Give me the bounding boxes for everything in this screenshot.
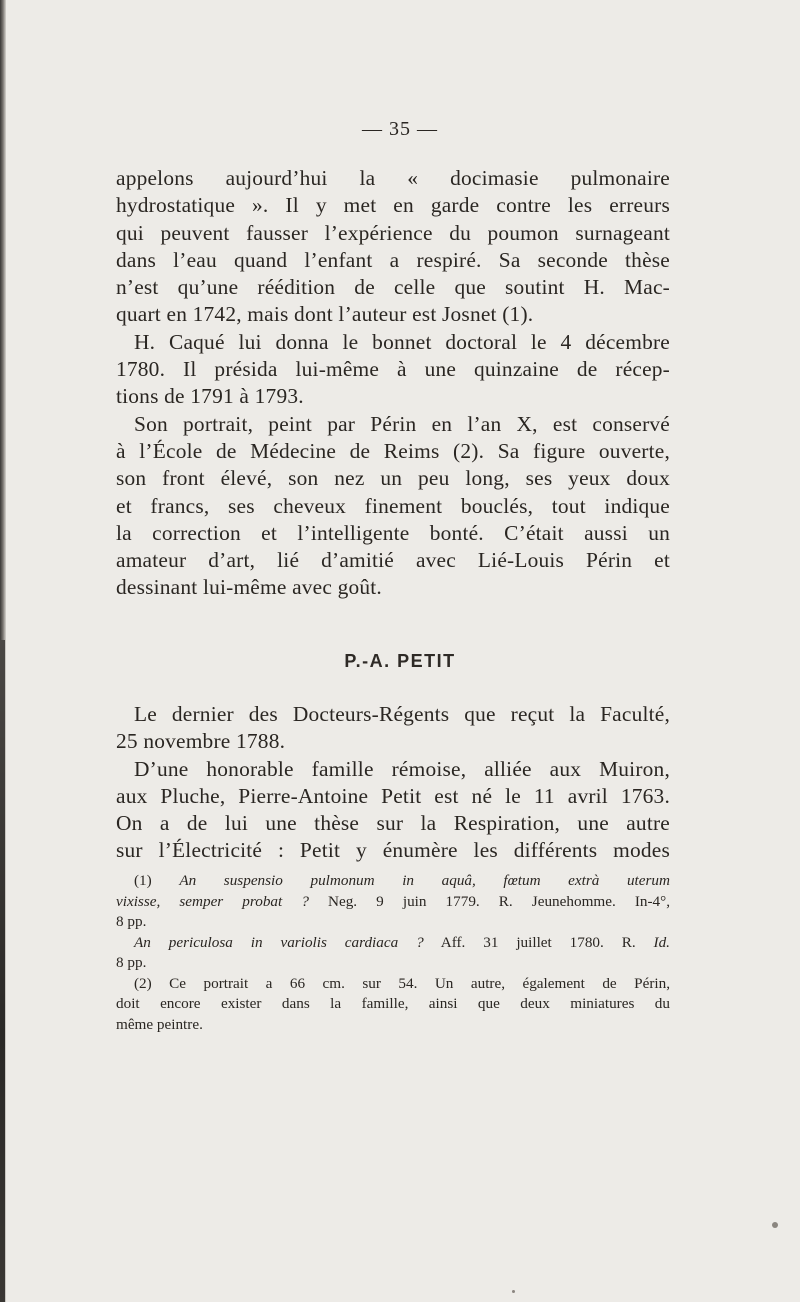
- text-line: dans l’eau quand l’enfant a respiré. Sa seconde thèse: [116, 247, 670, 272]
- footnote-text: vixisse, semper probat ?: [116, 892, 309, 910]
- footnote-2-line: doit encore exister dans la famille, ainsi que deux miniatures du: [116, 995, 670, 1012]
- footnote-1b-line: [116, 933, 670, 954]
- footnote-2-line: même peintre.: [116, 1015, 203, 1033]
- text-line: n’est qu’une réédition de celle que soutint H. Mac-: [116, 275, 670, 300]
- text-line: quart en 1742, mais dont l’auteur est Josnet (1).: [116, 302, 534, 327]
- text-line: sur l’Électricité : Petit y énumère les différents modes: [116, 838, 670, 863]
- text-line: hydrostatique ». Il y met en garde contre les erreurs: [116, 193, 670, 218]
- text-line: la correction et l’intelligente bonté. C’était aussi un: [116, 520, 670, 545]
- footnote-text: An suspensio pulmonum in aquâ, fœtum extrà uterum: [179, 872, 670, 889]
- text-line: à l’École de Médecine de Reims (2). Sa figure ouverte,: [116, 438, 670, 463]
- text-line: et francs, ses cheveux finement bouclés, tout indique: [116, 493, 670, 518]
- footnote-text: Id.: [653, 933, 670, 951]
- page-number: — 35 —: [362, 118, 438, 140]
- text-line: Le dernier des Docteurs-Régents que reçut la Faculté,: [134, 702, 670, 726]
- binding-shadow: [0, 640, 5, 1302]
- paragraph-portrait: [116, 411, 670, 602]
- footnote-text: An periculosa in variolis cardiaca ?: [134, 933, 424, 951]
- text-line: dessinant lui-même avec goût.: [116, 575, 382, 600]
- text-line: 1780. Il présida lui-même à une quinzaine de récep-: [116, 357, 670, 382]
- footnote-marker: (1): [134, 872, 152, 889]
- text-line: appelons aujourd’hui la « docimasie pulmonaire: [116, 166, 670, 190]
- scan-speck: [772, 1222, 778, 1228]
- paragraph-docimasie: [116, 165, 670, 329]
- scan-speck: [512, 1290, 515, 1293]
- footnote-text: Aff. 31 juillet 1780. R.: [423, 933, 654, 951]
- text-line: On a de lui une thèse sur la Respiration, une autre: [116, 811, 670, 836]
- footnote-1-line: 8 pp.: [116, 913, 147, 930]
- paragraph-famille: [116, 756, 670, 865]
- paragraph-caque: [116, 329, 670, 411]
- text-line: D’une honorable famille rémoise, alliée aux Muiron,: [134, 756, 670, 781]
- section-heading: P.-A. PETIT: [344, 651, 456, 671]
- text-line: 25 novembre 1788.: [116, 729, 286, 754]
- footnote-1b-line: 8 pp.: [116, 954, 147, 971]
- body-text-upper: [116, 165, 670, 602]
- body-text-lower: [116, 701, 670, 865]
- footnote-1-line: [116, 871, 670, 892]
- footnote-2-line: (2) Ce portrait a 66 cm. sur 54. Un autre, également de Périn,: [134, 974, 670, 992]
- text-line: amateur d’art, lié d’amitié avec Lié-Louis Périn et: [116, 548, 670, 573]
- text-line: Son portrait, peint par Périn en l’an X, est conservé: [134, 411, 670, 436]
- paragraph-dernier: [116, 701, 670, 756]
- text-line: aux Pluche, Pierre-Antoine Petit est né le 11 avril 1763.: [116, 783, 670, 808]
- text-line: tions de 1791 à 1793.: [116, 384, 304, 409]
- text-line: H. Caqué lui donna le bonnet doctoral le 4 décembre: [134, 329, 670, 354]
- text-line: qui peuvent fausser l’expérience du poumon surnageant: [116, 220, 670, 245]
- footnotes: [116, 871, 670, 1035]
- text-line: son front élevé, son nez un peu long, ses yeux doux: [116, 466, 670, 491]
- footnote-1-line: [116, 892, 670, 913]
- footnote-text: Neg. 9 juin 1779. R. Jeunehomme. In-4°,: [308, 892, 670, 910]
